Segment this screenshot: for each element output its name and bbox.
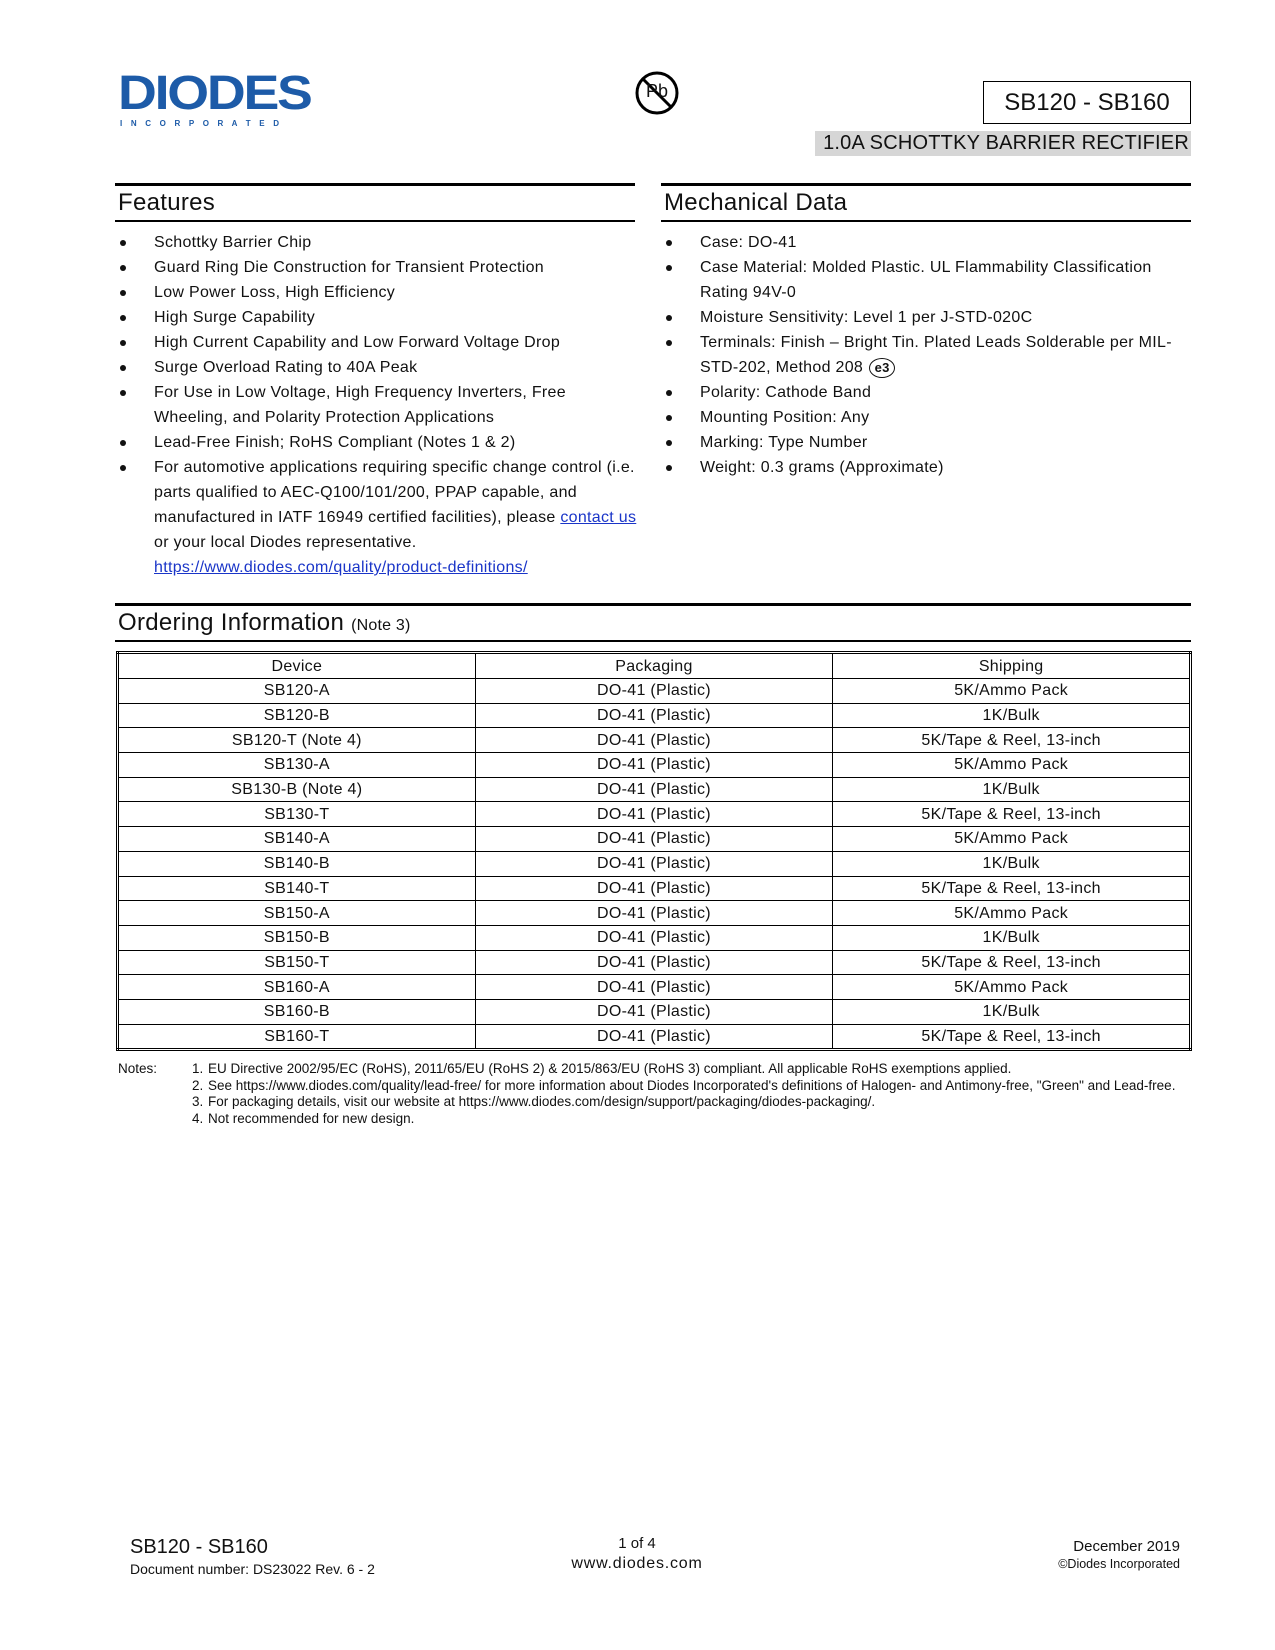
cell-shipping: 1K/Bulk — [833, 925, 1191, 950]
list-item — [116, 280, 641, 305]
table-row — [118, 679, 1191, 704]
automotive-text: For automotive applications requiring specific change control (i.e. parts qualified to AEC-Q100/101/200, PPAP capable, and manufactured in IATF 16949 certified facilities), please — [154, 459, 635, 526]
mechanical-list — [662, 230, 1187, 480]
cell-device: SB160-A — [118, 975, 476, 1000]
cell-shipping: 5K/Tape & Reel, 13-inch — [833, 876, 1191, 901]
note-item — [192, 1094, 1192, 1111]
list-item-text: High Current Capability and Low Forward Voltage Drop — [154, 334, 561, 351]
bullet-icon — [666, 315, 672, 321]
bullet-icon — [666, 340, 672, 346]
bullet-icon — [120, 465, 126, 471]
note-number: 3. — [192, 1094, 204, 1109]
list-item-text: Schottky Barrier Chip — [154, 234, 312, 251]
list-item-text: Lead-Free Finish; RoHS Compliant (Notes 1 & 2) — [154, 434, 516, 451]
list-item — [116, 430, 641, 455]
footer-copyright: ©Diodes Incorporated — [1058, 1557, 1180, 1571]
cell-shipping: 1K/Bulk — [833, 851, 1191, 876]
cell-packaging: DO-41 (Plastic) — [475, 876, 833, 901]
cell-shipping: 1K/Bulk — [833, 777, 1191, 802]
footer-part: SB120 - SB160 — [130, 1536, 268, 1558]
bullet-icon — [120, 265, 126, 271]
table-row — [118, 975, 1191, 1000]
bullet-icon — [666, 390, 672, 396]
table-row — [118, 999, 1191, 1024]
features-list — [116, 230, 641, 580]
cell-packaging: DO-41 (Plastic) — [475, 802, 833, 827]
list-item — [116, 255, 641, 280]
cell-packaging: DO-41 (Plastic) — [475, 975, 833, 1000]
bullet-icon — [120, 290, 126, 296]
list-item-text: Terminals: Finish – Bright Tin. Plated Leads Solderable per MIL-STD-202, Method 208 — [700, 334, 1172, 376]
ordering-table — [116, 651, 1192, 1051]
list-item-text: Low Power Loss, High Efficiency — [154, 284, 396, 301]
cell-shipping: 5K/Tape & Reel, 13-inch — [833, 1024, 1191, 1050]
cell-packaging: DO-41 (Plastic) — [475, 950, 833, 975]
cell-packaging: DO-41 (Plastic) — [475, 1024, 833, 1050]
note-text: Not recommended for new design. — [208, 1110, 415, 1126]
automotive-text-after: or your local Diodes representative. — [154, 534, 417, 551]
cell-packaging: DO-41 (Plastic) — [475, 999, 833, 1024]
mechanical-title: Mechanical Data — [664, 189, 848, 216]
cell-device: SB120-T (Note 4) — [118, 728, 476, 753]
table-row — [118, 703, 1191, 728]
cell-device: SB120-B — [118, 703, 476, 728]
column-header-device: Device — [118, 653, 476, 679]
list-item-text: Weight: 0.3 grams (Approximate) — [700, 459, 944, 476]
list-item — [116, 380, 641, 430]
note-number: 4. — [192, 1110, 204, 1126]
cell-shipping: 5K/Tape & Reel, 13-inch — [833, 802, 1191, 827]
cell-shipping: 1K/Bulk — [833, 999, 1191, 1024]
cell-device: SB150-T — [118, 950, 476, 975]
list-item-text: Case: DO-41 — [700, 234, 797, 251]
cell-device: SB140-A — [118, 827, 476, 852]
list-item — [116, 330, 641, 355]
list-item — [662, 305, 1187, 330]
cell-device: SB120-A — [118, 679, 476, 704]
features-heading — [115, 183, 635, 222]
bullet-icon — [120, 340, 126, 346]
table-row — [118, 728, 1191, 753]
list-item — [662, 455, 1187, 480]
cell-packaging: DO-41 (Plastic) — [475, 851, 833, 876]
table-row — [118, 851, 1191, 876]
bullet-icon — [120, 315, 126, 321]
table-row — [118, 827, 1191, 852]
bullet-icon — [666, 440, 672, 446]
list-item — [116, 355, 641, 380]
list-item — [662, 255, 1187, 305]
cell-shipping: 5K/Tape & Reel, 13-inch — [833, 728, 1191, 753]
column-header-packaging: Packaging — [475, 653, 833, 679]
bullet-icon — [120, 365, 126, 371]
cell-device: SB140-T — [118, 876, 476, 901]
list-item — [662, 230, 1187, 255]
cell-device: SB160-T — [118, 1024, 476, 1050]
table-row — [118, 925, 1191, 950]
footer-page: 1 of 4 — [618, 1535, 656, 1552]
diodes-logo — [118, 67, 338, 130]
mechanical-heading — [661, 183, 1191, 222]
table-row — [118, 802, 1191, 827]
contact-us-link[interactable]: contact us — [560, 509, 637, 526]
cell-shipping: 5K/Ammo Pack — [833, 753, 1191, 778]
table-row — [118, 753, 1191, 778]
list-item — [116, 230, 641, 255]
logo-subtext: I N C O R P O R A T E D — [120, 119, 283, 128]
bullet-icon — [666, 240, 672, 246]
cell-shipping: 5K/Ammo Pack — [833, 679, 1191, 704]
list-item — [116, 305, 641, 330]
table-row — [118, 1024, 1191, 1050]
pb-label: Pb — [646, 81, 669, 101]
list-item-text: Guard Ring Die Construction for Transient Protection — [154, 259, 544, 276]
product-definitions-link[interactable]: https://www.diodes.com/quality/product-definitions/ — [154, 559, 528, 576]
bullet-icon — [120, 240, 126, 246]
footer-doc-number: Document number: DS23022 Rev. 6 - 2 — [130, 1561, 375, 1577]
cell-shipping: 5K/Ammo Pack — [833, 901, 1191, 926]
list-item-text: Moisture Sensitivity: Level 1 per J-STD-020C — [700, 309, 1033, 326]
list-item-automotive — [116, 455, 641, 580]
cell-device: SB150-B — [118, 925, 476, 950]
cell-packaging: DO-41 (Plastic) — [475, 703, 833, 728]
list-item — [662, 430, 1187, 455]
part-range-box: SB120 - SB160 — [983, 81, 1191, 124]
note-text: EU Directive 2002/95/EC (RoHS), 2011/65/EU (RoHS 2) & 2015/863/EU (RoHS 3) compliant. All applicable RoHS exemptions applied. — [208, 1061, 1012, 1076]
cell-packaging: DO-41 (Plastic) — [475, 901, 833, 926]
note-item — [192, 1111, 1192, 1128]
footer-date: December 2019 — [1073, 1538, 1180, 1555]
list-item — [662, 380, 1187, 405]
note-item — [192, 1061, 1192, 1078]
cell-shipping: 5K/Ammo Pack — [833, 827, 1191, 852]
note-text: See https://www.diodes.com/quality/lead-free/ for more information about Diodes Incorporated's definitions of Halogen- and Antimony-free, "Green" and Lead-free. — [208, 1077, 1176, 1093]
list-item-text: Marking: Type Number — [700, 434, 868, 451]
table-header-row — [118, 653, 1191, 679]
bullet-icon — [666, 465, 672, 471]
list-item-text: High Surge Capability — [154, 309, 316, 326]
column-header-shipping: Shipping — [833, 653, 1191, 679]
notes-list — [192, 1061, 1192, 1127]
bullet-icon — [666, 265, 672, 271]
cell-packaging: DO-41 (Plastic) — [475, 777, 833, 802]
cell-shipping: 1K/Bulk — [833, 703, 1191, 728]
e3-mark-icon: e3 — [869, 358, 895, 378]
ordering-title: Ordering Information — [118, 609, 345, 636]
table-row — [118, 777, 1191, 802]
logo-text: DIODES — [118, 67, 311, 120]
cell-device: SB150-A — [118, 901, 476, 926]
cell-shipping: 5K/Tape & Reel, 13-inch — [833, 950, 1191, 975]
features-title: Features — [118, 189, 216, 216]
table-row — [118, 950, 1191, 975]
ordering-heading — [115, 603, 1191, 642]
bullet-icon — [120, 390, 126, 396]
table-row — [118, 876, 1191, 901]
bullet-icon — [120, 440, 126, 446]
ordering-table-body — [118, 679, 1191, 1050]
cell-device: SB130-T — [118, 802, 476, 827]
list-item — [662, 405, 1187, 430]
notes-label: Notes: — [118, 1061, 158, 1076]
bullet-icon — [666, 415, 672, 421]
list-item-text: For Use in Low Voltage, High Frequency Inverters, Free Wheeling, and Polarity Protection Applications — [154, 384, 566, 426]
table-row — [118, 901, 1191, 926]
note-number: 1. — [192, 1061, 204, 1076]
cell-packaging: DO-41 (Plastic) — [475, 728, 833, 753]
note-number: 2. — [192, 1077, 204, 1093]
product-subtitle: 1.0A SCHOTTKY BARRIER RECTIFIER — [815, 131, 1191, 156]
footer-website[interactable]: www.diodes.com — [571, 1555, 703, 1572]
note-text: For packaging details, visit our website at https://www.diodes.com/design/support/packaging/diodes-packaging/. — [208, 1094, 876, 1109]
cell-device: SB130-B (Note 4) — [118, 777, 476, 802]
cell-device: SB140-B — [118, 851, 476, 876]
list-item — [662, 330, 1187, 380]
cell-packaging: DO-41 (Plastic) — [475, 925, 833, 950]
cell-device: SB160-B — [118, 999, 476, 1024]
list-item-text: Surge Overload Rating to 40A Peak — [154, 359, 418, 376]
list-item-text: Case Material: Molded Plastic. UL Flammability Classification Rating 94V-0 — [700, 259, 1152, 301]
ordering-note: (Note 3) — [351, 617, 411, 634]
note-item — [192, 1078, 1192, 1095]
cell-shipping: 5K/Ammo Pack — [833, 975, 1191, 1000]
list-item-text: Mounting Position: Any — [700, 409, 870, 426]
cell-device: SB130-A — [118, 753, 476, 778]
list-item-text: Polarity: Cathode Band — [700, 384, 872, 401]
cell-packaging: DO-41 (Plastic) — [475, 753, 833, 778]
lead-free-icon — [634, 70, 680, 116]
cell-packaging: DO-41 (Plastic) — [475, 679, 833, 704]
cell-packaging: DO-41 (Plastic) — [475, 827, 833, 852]
